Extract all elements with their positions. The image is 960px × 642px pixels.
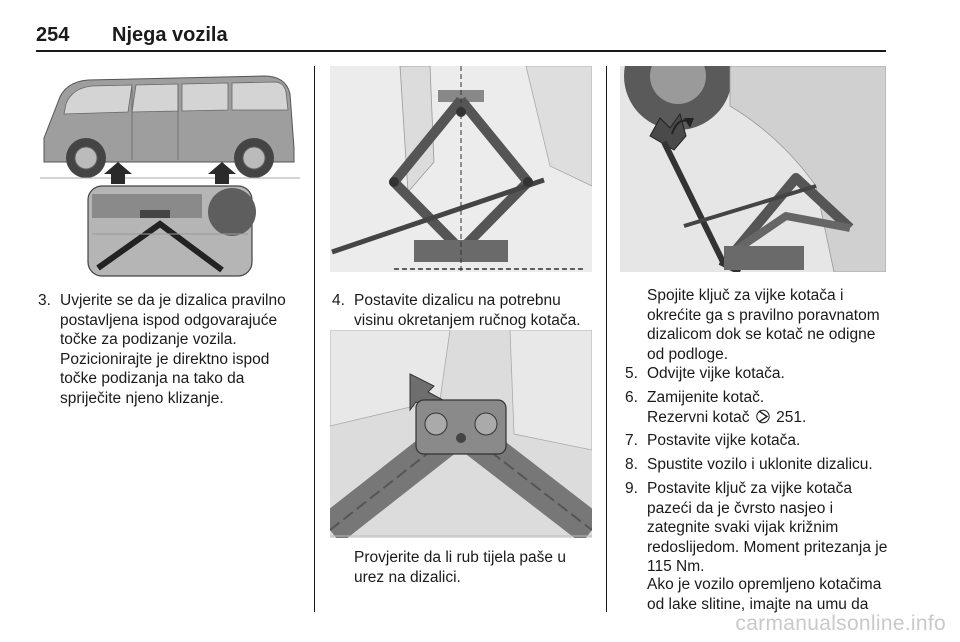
page-number: 254	[36, 24, 70, 46]
instruction-step-7	[625, 431, 887, 451]
step-text: Zamijenite kotač.	[647, 389, 765, 406]
instruction-step-6	[625, 388, 887, 408]
scissor-jack-illustration	[330, 66, 592, 272]
step-text: Spustite vozilo i uklonite dizalicu.	[647, 456, 873, 473]
step-number: 6.	[625, 389, 638, 406]
jack-notch-note: Provjerite da li rub tijela paše u urez na dizalici.	[354, 549, 566, 586]
spare-wheel-page-link[interactable]: 251.	[776, 409, 807, 426]
figure-wrench-on-jack	[620, 66, 886, 272]
step-number: 9.	[625, 480, 638, 497]
instruction-step-9	[625, 479, 889, 577]
step-text: Uvjerite se da je dizalica pravilno postavljena ispod odgovarajuće točke za podizanje vozila. Pozicionirajte je direktno ispod točke podizanja na tako da spriječite njeno klizanje.	[60, 292, 286, 407]
jack-notch-illustration	[330, 330, 592, 538]
column-divider-1	[314, 66, 315, 612]
instruction-step-5	[625, 364, 887, 384]
step-number: 3.	[38, 292, 51, 309]
step-number: 5.	[625, 365, 638, 382]
wrench-jack-illustration	[620, 66, 886, 272]
column-divider-2	[606, 66, 607, 612]
step-text: Postavite ključ za vijke kotača pazeći da je čvrsto nasjeo i zategnite svaki vijak križnim redoslijedom. Moment pritezanja je 115 Nm.	[647, 480, 888, 575]
page-ref-arrow-icon[interactable]	[756, 409, 770, 430]
wrench-intro-text: Spojite ključ za vijke kotača i okrećite ga s pravilno poravnatom dizalicom dok se kotač ne odigne od podloge.	[647, 287, 880, 363]
figure-scissor-jack	[330, 66, 592, 272]
step-number: 4.	[332, 292, 345, 309]
step-text: Postavite vijke kotača.	[647, 432, 801, 449]
van-illustration	[36, 66, 306, 280]
step-number: 8.	[625, 456, 638, 473]
instruction-step-4	[332, 291, 594, 330]
instruction-step-8	[625, 455, 887, 475]
alloy-wheel-note: Ako je vozilo opremljeno kotačima od lake slitine, imajte na umu da	[647, 576, 882, 613]
step-text: Postavite dizalicu na potrebnu visinu okretanjem ručnog kotača.	[354, 292, 581, 329]
spare-wheel-ref-text: Rezervni kotač	[647, 409, 750, 426]
figure-jack-notch	[330, 330, 592, 538]
spare-wheel-reference	[647, 408, 887, 430]
page-header	[0, 0, 960, 54]
step-number: 7.	[625, 432, 638, 449]
header-rule	[36, 50, 886, 52]
figure-van-jacking-points	[36, 66, 306, 280]
instruction-step-3	[38, 291, 300, 408]
step-text: Odvijte vijke kotača.	[647, 365, 785, 382]
page-title: Njega vozila	[112, 24, 228, 46]
watermark: carmanualsonline.info	[735, 612, 946, 635]
